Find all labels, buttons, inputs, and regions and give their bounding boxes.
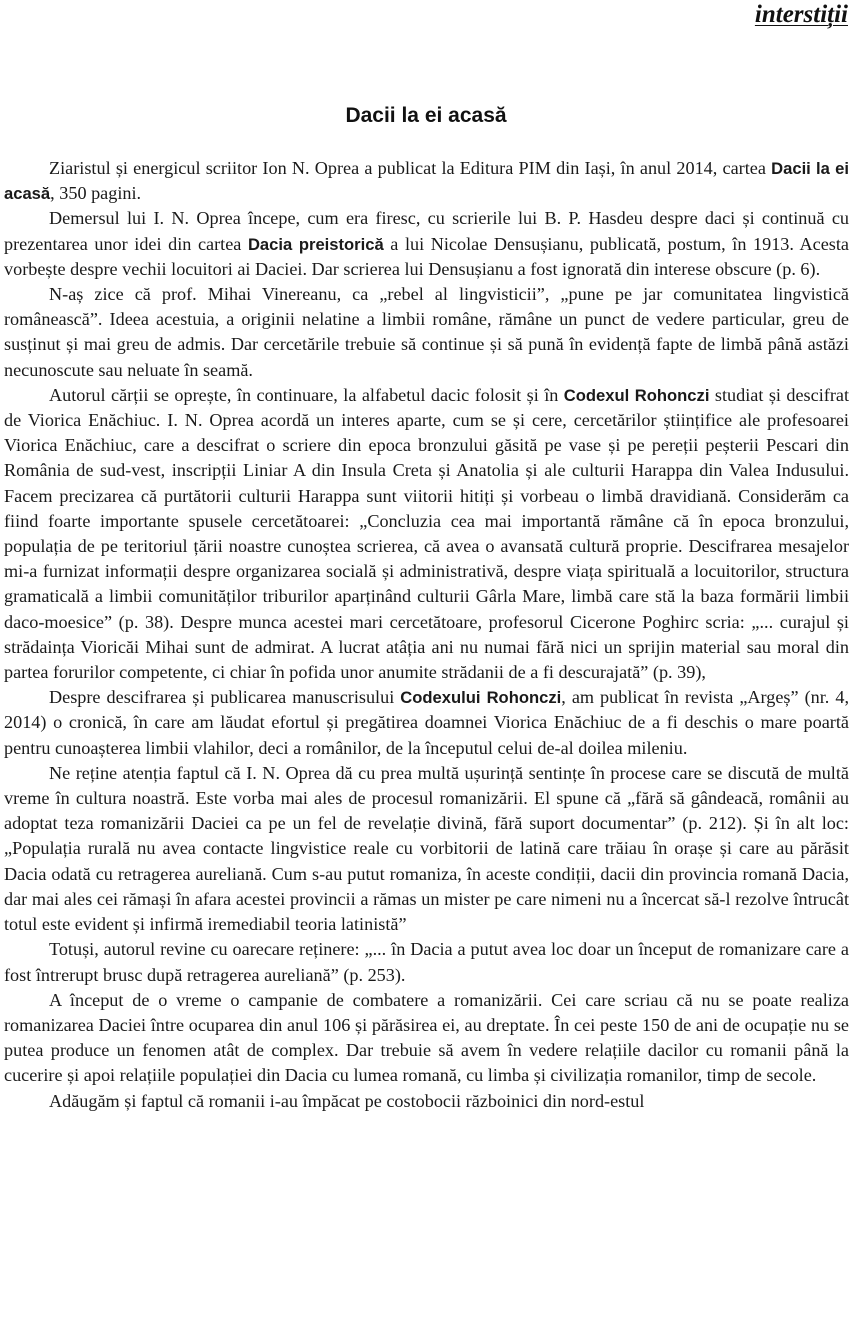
paragraph-text: N-aș zice că prof. Mihai Vinereanu, ca „rebel al lingvisticii”, „pune pe jar comunitatea lingvistică românească”. Ideea acestuia, a originii nelatine a limbii române, rămâne un punct de vedere particular, greu de susținut și mai greu de admis. Dar cercetările trebuie să continue și să pună în evidență fapte de limbă până astăzi necunoscute sau neluate în seamă. [4, 284, 849, 380]
paragraph [4, 383, 849, 685]
paragraph-text: , am publicat în revista „Argeș” (nr. 4, 2014) o cronică, în care am lăudat efortul și pregătirea doamnei Viorica Enăchiuc de a fi deschis o mare poartă pentru cunoașterea limbii vlahilor, deci a românilor, de la începutul celui de-al doilea mileniu. [4, 687, 850, 758]
paragraph-text: Demersul lui I. N. Oprea începe, cum era firesc, cu scrierile lui B. P. Hasdeu despre daci și continuă cu prezentarea unor idei din cartea [4, 208, 849, 254]
article-title: Dacii la ei acasă [345, 104, 507, 127]
paragraph [4, 282, 849, 383]
paragraph [4, 988, 849, 1089]
paragraph [4, 156, 849, 206]
paragraph-text: Ziaristul și energicul scriitor Ion N. Oprea a publicat la Editura PIM din Iași, în anul 2014, cartea [49, 158, 772, 178]
section-header: interstiții [754, 1, 848, 28]
bold-title-reference: Dacii la ei acasă [4, 159, 849, 204]
paragraph-text: , 350 pagini. [50, 183, 142, 204]
paragraph-text: Despre descifrarea și publicarea manuscrisului [49, 687, 401, 708]
paragraph-text: Adăugăm și faptul că romanii i-au împăcat pe costobocii războinici din nord-estul [49, 1090, 645, 1111]
article-body [4, 156, 849, 1114]
paragraph [4, 685, 849, 761]
bold-title-reference: Codexul Rohonczi [563, 385, 710, 405]
paragraph [4, 761, 849, 937]
paragraph-text: Ne reține atenția faptul că I. N. Oprea dă cu prea multă ușurință sentințe în procese care se discută de multă vreme în cultura noastră. Este vorba mai ales de procesul romanizării. El spune că „fără să gândeacă, românii au adoptat teza romanizării Daciei ca pe un fel de revelație divină, fără suport documentar” (p. 212). Și în alt loc: „Populația rurală nu avea contacte lingvistice reale cu vorbitorii de latină care trăiau în orașe și care au părăsit Dacia odată cu retragerea aureliană. Cum s-au putut romaniza, în aceste condiții, dacii din provincia romană Dacia, dar mai ales cei rămași în afara acestei provincii a rămas un mister pe care nimeni nu a încercat să-l rezolve întrucât totul este evident și infirmă iremediabil teoria latinistă” [4, 762, 849, 935]
paragraph-text: Totuși, autorul revine cu oarecare reținere: „... în Dacia a putut avea loc doar un început de romanizare care a fost întrerupt brusc după retragerea aureliană” (p. 253). [4, 939, 849, 985]
paragraph-text: studiat și descifrat de Viorica Enăchiuc. I. N. Oprea acordă un interes aparte, cum se și cere, cercetărilor științifice ale profesoarei Viorica Enăchiuc, care a descifrat o scriere din epoca bronzului găsită pe vase și pe pereții peșterii Pescari din România de sud-vest, inscripții Liniar A din Insula Creta și Anatolia și ale culturii Harappa din Valea Indusului. Facem precizarea că purtătorii culturii Harappa sunt viitorii hitiți și vorbeau o limbă dravidiană. Considerăm ca fiind foarte importante spusele cercetătoarei: „Concluzia cea mai importantă rămâne că în epoca bronzului, populația de pe teritoriul țării noastre cunoștea scrierea, că avea o avansată cultură proprie. Descifrarea mesajelor mi-a furnizat informații despre organizarea socială și administrativă, despre viața spirituală a locuitorilor, structura gramaticală a limbii comunităților triburilor aparținând culturii Gârla Mare, limbă care stă la baza formării limbii daco-moesice” (p. 38). Despre munca acestei mari cercetătoare, profesorul Cicerone Poghirc scria: „... curajul și strădaința Vioricăi Mihai sunt de admirat. A lucrat atâția ani nu numai fără nici un sprijin material sau moral din partea forurilor competente, ci chiar în pofida unor anumite strădanii de a fi descurajată” (p. 39), [4, 384, 850, 683]
bold-title-reference: Dacia preistorică [247, 234, 384, 254]
paragraph [4, 937, 849, 987]
bold-title-reference: Codexului Rohonczi [400, 688, 562, 708]
paragraph-text: a lui Nicolae Densușianu, publicată, postum, în 1913. Acesta vorbește despre vechii locuitori ai Daciei. Dar scrierea lui Densușianu a fost ignorată din interese obscure (p. 6). [4, 233, 850, 279]
paragraph [4, 206, 849, 282]
paragraph-text: A început de o vreme o campanie de combatere a romanizării. Cei care scriau că nu se poate realiza romanizarea Daciei între ocuparea din anul 106 și părăsirea ei, au dreptate. În cei peste 150 de ani de ocupație nu se putea produce un fenomen atât de complex. Dar trebuie să avem în vedere relațiile dacilor cu romanii până la cucerire și apoi relațiile populației din Dacia cu lumea romană, cu limba și civilizația romanilor, timp de secole. [4, 989, 849, 1086]
paragraph-text: Autorul cărții se oprește, în continuare, la alfabetul dacic folosit și în [49, 384, 564, 405]
paragraph [4, 1089, 849, 1114]
